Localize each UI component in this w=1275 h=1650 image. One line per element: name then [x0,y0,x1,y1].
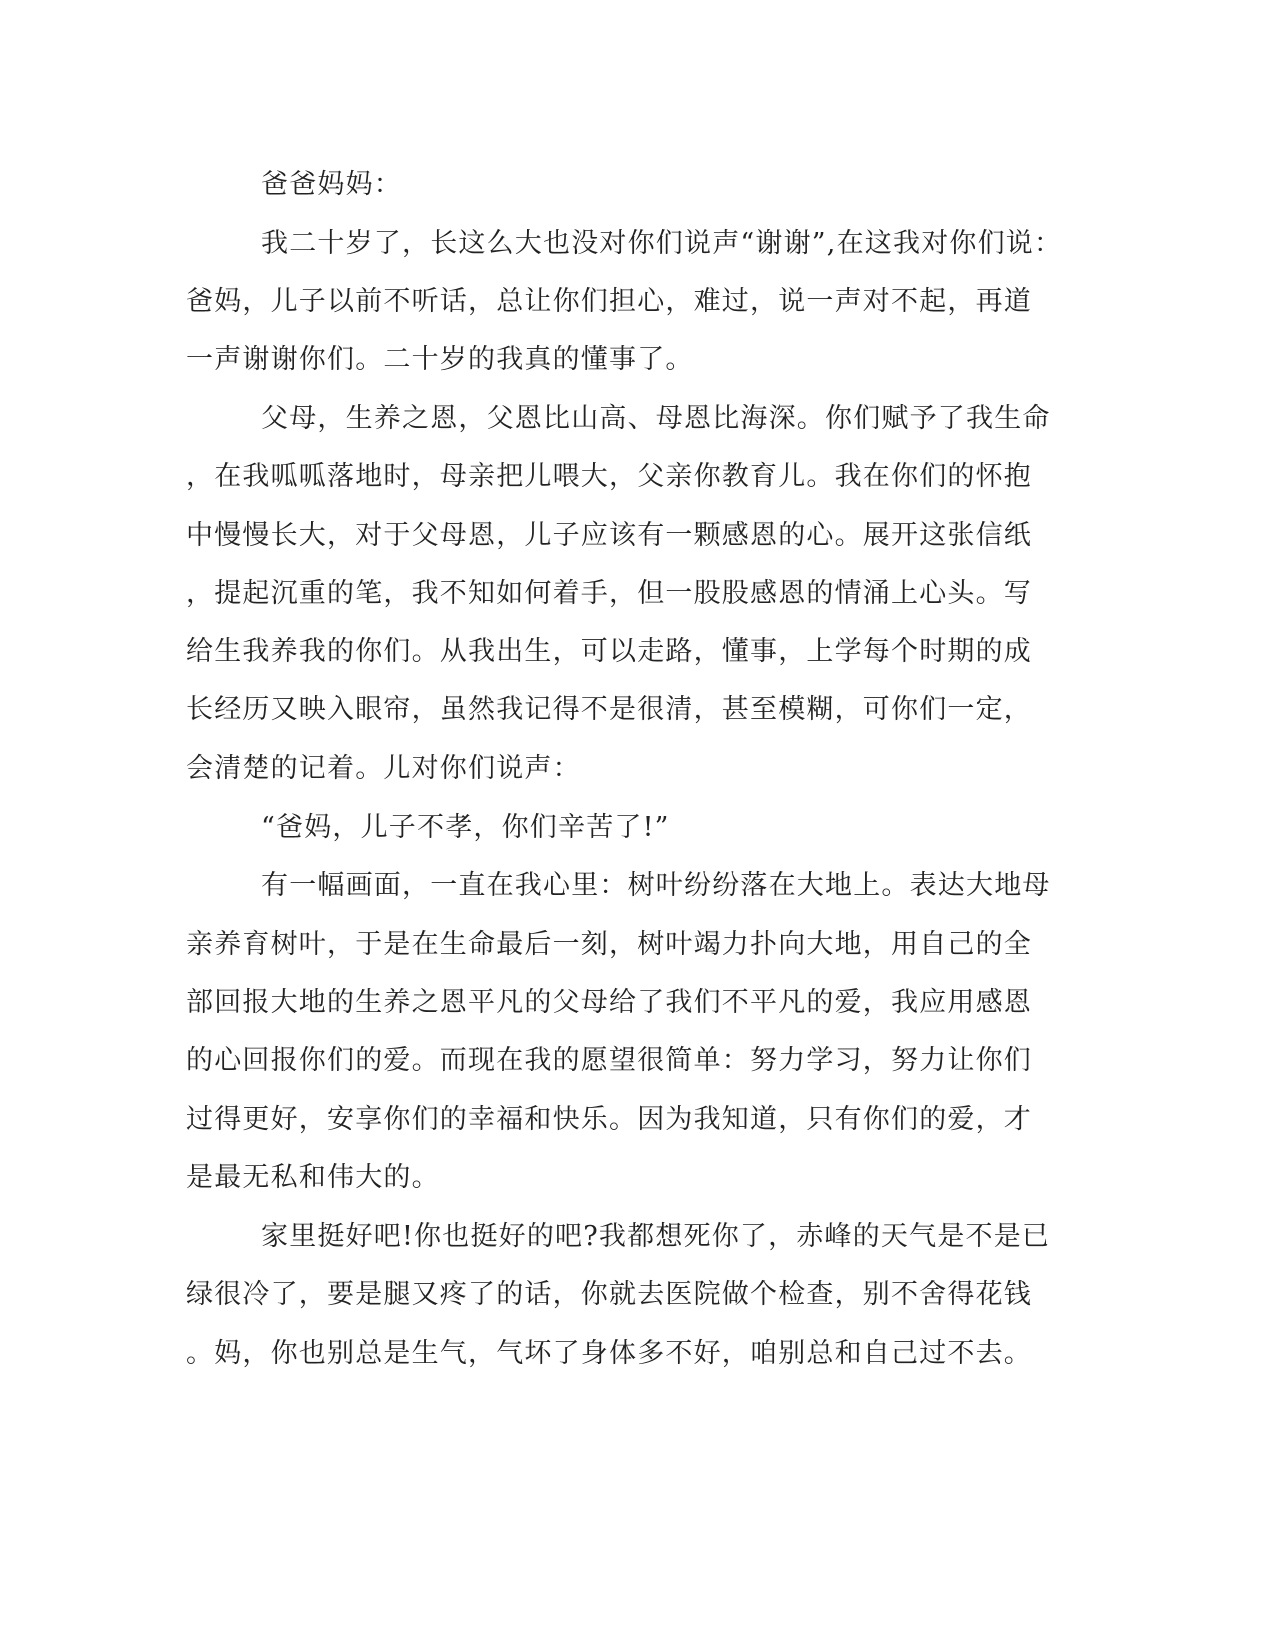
paragraph-line: 。妈，你也别总是生气，气坏了身体多不好，咱别总和自己过不去。 [186,1338,1032,1369]
paragraph-line: 长经历又映入眼帘，虽然我记得不是很清，甚至模糊，可你们一定， [186,694,1032,725]
paragraph-line: ，提起沉重的笔，我不知如何着手，但一股股感恩的情涌上心头。写 [186,578,1032,609]
paragraph-line: 一声谢谢你们。二十岁的我真的懂事了。 [186,344,694,375]
paragraph-line: 是最无私和伟大的。 [186,1162,440,1193]
paragraph-line: ，在我呱呱落地时，母亲把儿喂大，父亲你教育儿。我在你们的怀抱 [186,461,1032,492]
paragraph-line: 爸妈，儿子以前不听话，总让你们担心，难过，说一声对不起，再道 [186,286,1032,317]
paragraph-line: 父母，生养之恩，父恩比山高、母恩比海深。你们赋予了我生命 [261,403,1051,434]
paragraph-line: 我二十岁了，长这么大也没对你们说声“谢谢”,在这我对你们说： [261,228,1063,259]
letter-greeting: 爸爸妈妈： [261,169,402,200]
paragraph-line: 的心回报你们的爱。而现在我的愿望很简单：努力学习，努力让你们 [186,1045,1032,1076]
paragraph-line: 家里挺好吧!你也挺好的吧?我都想死你了，赤峰的天气是不是已 [261,1221,1051,1252]
quoted-line: “爸妈，儿子不孝，你们辛苦了!” [261,812,670,843]
paragraph-line: 会清楚的记着。儿对你们说声： [186,753,581,784]
paragraph-line: 部回报大地的生养之恩平凡的父母给了我们不平凡的爱，我应用感恩 [186,987,1032,1018]
paragraph-line: 绿很冷了，要是腿又疼了的话，你就去医院做个检查，别不舍得花钱 [186,1279,1032,1310]
paragraph-line: 给生我养我的你们。从我出生，可以走路，懂事，上学每个时期的成 [186,636,1032,667]
paragraph-line: 亲养育树叶，于是在生命最后一刻，树叶竭力扑向大地，用自己的全 [186,929,1032,960]
paragraph-line: 中慢慢长大，对于父母恩，儿子应该有一颗感恩的心。展开这张信纸 [186,520,1032,551]
paragraph-line: 有一幅画面，一直在我心里：树叶纷纷落在大地上。表达大地母 [261,870,1051,901]
paragraph-line: 过得更好，安享你们的幸福和快乐。因为我知道，只有你们的爱，才 [186,1104,1032,1135]
